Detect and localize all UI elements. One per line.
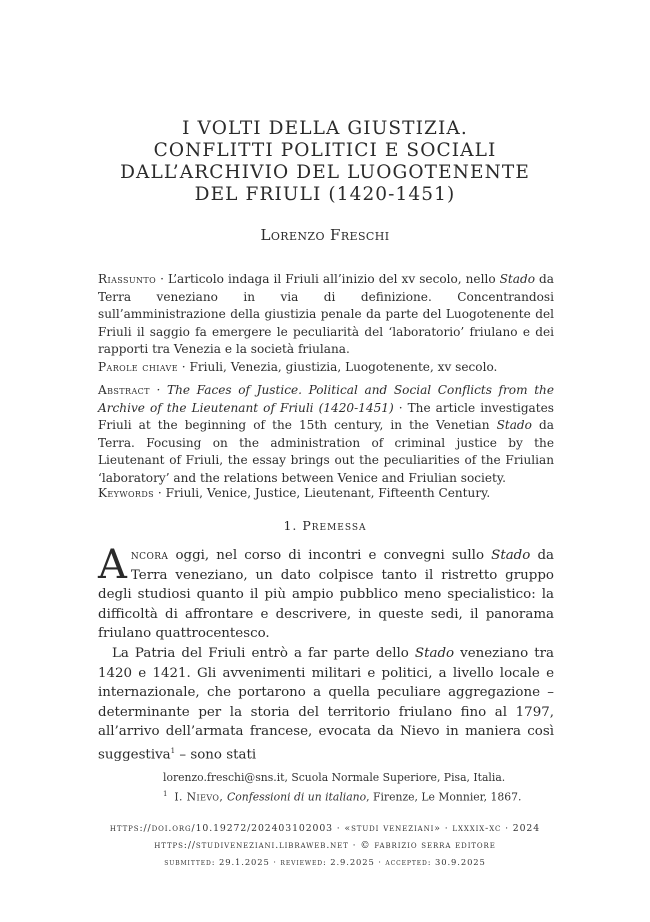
abstract-title: · The Faces of Justice. Political and Social Conflicts from the Archive of the Lieutenant of Friuli (1420-1451) [98, 383, 554, 415]
keywords-label: Keywords [98, 486, 155, 500]
para1-smallcaps: ncora [130, 548, 169, 563]
author-contact: lorenzo.freschi@sns.it, Scuola Normale Superiore, Pisa, Italia. [163, 771, 506, 784]
para2-text-3: – sono stati [175, 747, 257, 763]
parole-chiave-label: Parole chiave [98, 360, 178, 374]
para2-text-2: veneziano tra 1420 e 1421. Gli avvenimenti militari e politici, a livello locale e internazionale, che portarono a quella peculiare aggregazione – determinante per la storia del territorio friulano fino al 1797, all’arrivo dell’armata francese, evocata da Nievo in maniera così suggestiva [98, 646, 555, 763]
footnote-ref-1[interactable]: 1 [170, 746, 176, 755]
abstract-label: Abstract [98, 383, 150, 397]
author-name: Lorenzo Freschi [260, 226, 390, 244]
parole-chiave-block [98, 359, 554, 377]
riassunto-stado: Stado [499, 272, 536, 286]
riassunto-label: Riassunto [98, 272, 157, 286]
footnote-1-title: Confessioni di un italiano [226, 790, 367, 804]
paragraph-1 [98, 542, 554, 644]
paragraph-2 [98, 644, 554, 765]
abstract-text-1: · The article investigates Friuli at the beginning of the 15th century, in the Venetian [98, 400, 554, 433]
section-heading: 1. Premessa [283, 518, 367, 533]
keywords-block [98, 485, 554, 503]
para1-text-2: da Terra veneziano, un dato colpisce tanto il ristretto gruppo degli studiosi quanto il più ampio pubblico meno specialistico: la difficoltà di affrontare e descrivere, in queste sedi, il panorama friulano quattrocentesco. [98, 548, 554, 642]
para1-stado: Stado [491, 548, 531, 563]
footer-dates-line: submitted: 29.1.2025 · reviewed: 2.9.2025 · accepted: 30.9.2025 [164, 857, 486, 867]
footnote-1-author: I. Nievo, [174, 790, 227, 804]
footer-publisher-line: https://studiveneziani.libraweb.net · © fabrizio serra editore [154, 840, 496, 851]
title-line-4: DEL FRIULI (1420-1451) [194, 184, 456, 205]
keywords-text: · Friuli, Venice, Justice, Lieutenant, Fifteenth Century. [154, 486, 491, 500]
para2-stado: Stado [414, 646, 455, 661]
title-line-2: CONFLITTI POLITICI E SOCIALI [153, 140, 497, 161]
riassunto-text-1: L’articolo indaga il Friuli all’inizio del xv secolo, nello [168, 272, 500, 286]
footnote-1-number: 1 [163, 790, 168, 798]
para1-text-1: oggi, nel corso di incontri e convegni sullo [168, 548, 492, 563]
abstract-stado: Stado [496, 418, 532, 433]
title-line-3: DALL’ARCHIVIO DEL LUOGOTENENTE [120, 162, 530, 183]
riassunto-sep: · [156, 272, 169, 286]
footnote-1-rest: , Firenze, Le Monnier, 1867. [366, 790, 522, 804]
abstract-block [98, 382, 554, 488]
footer-doi-line: https://doi.org/10.19272/202403102003 · «studi veneziani» · lxxxix-xc · 2024 [109, 823, 541, 834]
abstract-text-2: da Terra. Focusing on the administration of criminal justice by the Lieutenant of Friuli, the essay brings out the peculiarities of the Friulian ‘laboratory’ and the relations between Venice and Friulian society. [98, 418, 555, 485]
parole-chiave-text: · Friuli, Venezia, giustizia, Luogotenente, xv secolo. [177, 360, 498, 374]
footnote-1 [0, 790, 650, 804]
riassunto-block [98, 271, 554, 359]
article-title [0, 118, 650, 206]
riassunto-text-2: da Terra veneziano in via di definizione. Concentrandosi sull’amministrazione della giustizia penale da parte del Luogotenente del Friuli il saggio fa emergere le peculiarità del ‘laboratorio’ friulano e dei rapporti tra Venezia e la società friulana. [98, 272, 555, 357]
title-line-1: I VOLTI DELLA GIUSTIZIA. [182, 118, 468, 139]
para2-text-1: La Patria del Friuli entrò a far parte dello [112, 646, 415, 661]
drop-cap: A [98, 542, 127, 588]
